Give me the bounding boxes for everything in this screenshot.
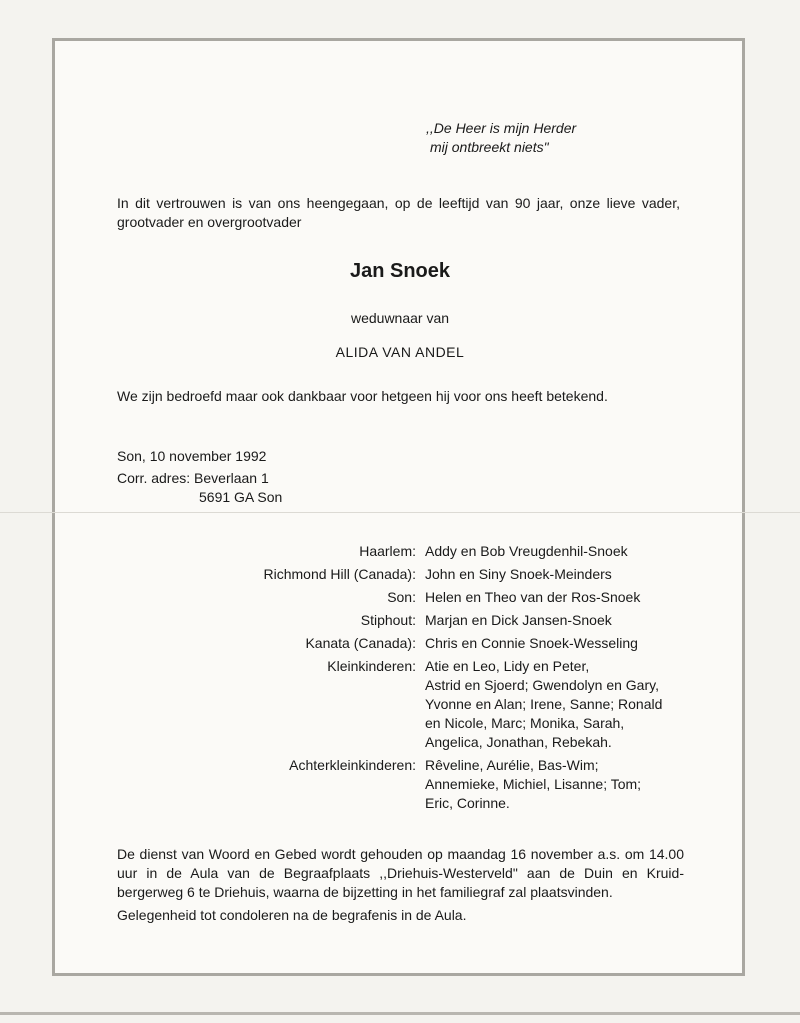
family-row	[0, 588, 800, 607]
correspondence-address	[117, 469, 282, 507]
address-line-1: Corr. adres: Beverlaan 1	[117, 470, 269, 486]
widower-label: weduwnaar van	[350, 310, 450, 326]
family-place-label: Stiphout:	[360, 612, 416, 628]
family-names: Chris en Connie Snoek-Wesseling	[425, 635, 638, 651]
family-place-label: Haarlem:	[359, 543, 416, 559]
family-place-label: Achterkleinkinderen:	[289, 757, 416, 773]
family-names: Marjan en Dick Jansen-Snoek	[425, 612, 612, 628]
spouse-name: ALIDA VAN ANDEL	[335, 344, 465, 360]
service-text: De dienst van Woord en Gebed wordt gehouden op maandag 16 november a.s. om 14.00 uur in de Aula van de Begraafplaats ,,Driehuis-Westerveld" aan de Duin en Kruid-bergerweg 6 te Driehuis, waarna de bijzetting in het familiegraf zal plaatsvinden.	[117, 846, 684, 900]
card-border	[52, 38, 745, 976]
fold-line	[0, 512, 800, 513]
intro-text: In dit vertrouwen is van ons heengegaan, op de leeftijd van 90 jaar, onze lieve vader, grootvader en overgrootvader	[117, 195, 680, 230]
family-list	[0, 542, 800, 817]
family-place-label: Kleinkinderen:	[327, 658, 416, 674]
condolence-text: Gelegenheid tot condoleren na de begrafenis in de Aula.	[117, 907, 467, 923]
grateful-text: We zijn bedroefd maar ook dankbaar voor hetgeen hij voor ons heeft betekend.	[117, 388, 608, 404]
family-names: Atie en Leo, Lidy en Peter, Astrid en Sjoerd; Gwendolyn en Gary, Yvonne en Alan; Irene, Sanne; Ronald en Nicole, Marc; Monika, Sarah, Angelica, Jonathan, Rebekah.	[425, 658, 663, 750]
motto-quote	[426, 119, 576, 157]
family-row	[0, 542, 800, 561]
family-names: John en Siny Snoek-Meinders	[425, 566, 612, 582]
family-names: Helen en Theo van der Ros-Snoek	[425, 589, 641, 605]
family-row	[0, 756, 800, 813]
family-names: Addy en Bob Vreugdenhil-Snoek	[425, 543, 628, 559]
family-row	[0, 611, 800, 630]
deceased-name: Jan Snoek	[349, 260, 451, 282]
family-place-label: Son:	[387, 589, 416, 605]
motto-line-1: ,,De Heer is mijn Herder	[426, 120, 577, 136]
place-date: Son, 10 november 1992	[117, 448, 267, 464]
address-line-2: 5691 GA Son	[199, 489, 283, 505]
family-row	[0, 634, 800, 653]
motto-line-2: mij ontbreekt niets"	[430, 139, 549, 155]
family-place-label: Richmond Hill (Canada):	[263, 566, 416, 582]
family-row	[0, 657, 800, 752]
family-names: Rêveline, Aurélie, Bas-Wim; Annemieke, Michiel, Lisanne; Tom; Eric, Corinne.	[425, 757, 642, 811]
bottom-edge-line	[0, 1012, 800, 1015]
family-row	[0, 565, 800, 584]
family-place-label: Kanata (Canada):	[305, 635, 416, 651]
